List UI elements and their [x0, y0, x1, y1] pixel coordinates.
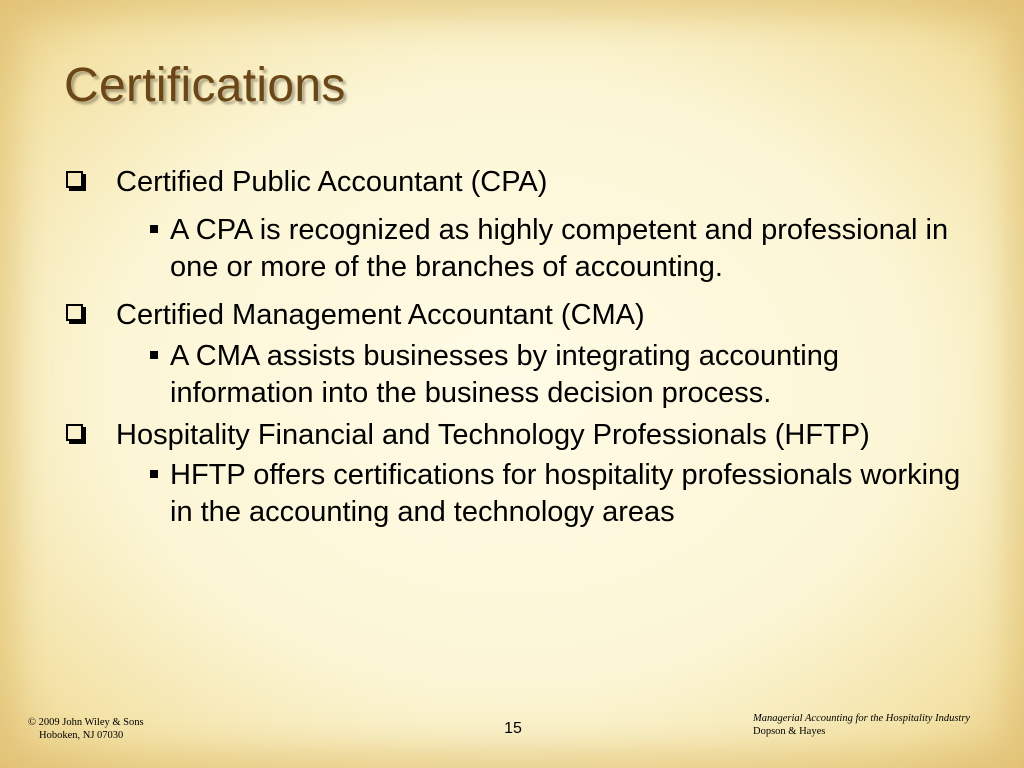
checkbox-bullet-icon — [66, 304, 83, 321]
square-bullet-icon — [150, 470, 158, 478]
checkbox-bullet-icon — [66, 171, 83, 188]
hftp-detail: HFTP offers certifications for hospitality professionals working in the accounting and technology areas — [170, 459, 961, 528]
cma-detail: A CMA assists businesses by integrating accounting information into the business decision process. — [170, 340, 839, 409]
square-bullet-icon — [150, 225, 158, 233]
hftp-heading: Hospitality Financial and Technology Professionals (HFTP) — [116, 419, 870, 451]
slide-title: Certifications — [64, 59, 346, 112]
cpa-detail: A CPA is recognized as highly competent and professional in one or more of the branches of accounting. — [170, 214, 949, 283]
copyright-line: © 2009 John Wiley & Sons — [28, 717, 144, 728]
list-item-cma — [66, 296, 966, 334]
page-number-text: 15 — [504, 720, 522, 737]
publisher-address: Hoboken, NJ 07030 — [39, 730, 124, 741]
checkbox-bullet-icon — [66, 424, 83, 441]
square-bullet-icon — [150, 351, 158, 359]
footer-book-info — [753, 712, 970, 738]
cma-heading: Certified Management Accountant (CMA) — [116, 299, 645, 331]
cpa-heading: Certified Public Accountant (CPA) — [116, 166, 548, 198]
list-item-hftp — [66, 416, 966, 454]
list-item-cpa — [66, 163, 966, 201]
bullet-list — [66, 163, 966, 531]
sub-item-cma — [150, 338, 966, 412]
book-title: Managerial Accounting for the Hospitality Industry — [753, 713, 971, 724]
sub-item-hftp — [150, 457, 966, 531]
sub-item-cpa — [150, 212, 966, 286]
authors: Dopson & Hayes — [753, 726, 826, 737]
